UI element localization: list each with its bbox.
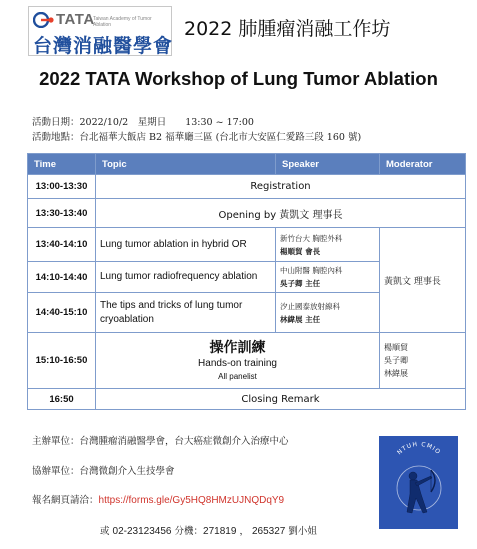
row-speaker <box>276 293 380 333</box>
table-row <box>28 199 466 228</box>
host-organizers: 主辦單位：台灣腫瘤消融醫學會，台大癌症微創介入治療中心 <box>32 436 289 447</box>
speaker-affiliation: 汐止國泰放射線科 <box>280 301 340 311</box>
moderator-main: 黃凱文 理事長 <box>380 228 466 333</box>
table-header-row <box>28 154 466 175</box>
logo-brand: TATA <box>56 11 95 28</box>
title-chinese: 2022 肺腫瘤消融工作坊 <box>184 18 391 40</box>
registration-link[interactable]: https://forms.gle/Gy5HQ8HMzUJNQDqY9 <box>98 495 285 506</box>
speaker-affiliation: 新竹台大 胸腔外科 <box>280 233 343 243</box>
agenda-table <box>27 153 466 410</box>
moderator-name: 林緯展 <box>384 369 408 378</box>
registration-line <box>32 492 284 506</box>
tata-mark-icon <box>33 12 55 28</box>
header-time: Time <box>28 154 96 175</box>
row-speaker <box>276 228 380 262</box>
header-topic: Topic <box>96 154 276 175</box>
row-time: 13:30-13:40 <box>28 199 96 228</box>
row-opening: Opening by 黃凱文 理事長 <box>96 199 466 228</box>
table-row <box>28 175 466 199</box>
speaker-name: 吳子卿 主任 <box>280 279 321 288</box>
event-date: 活動日期：2022/10/2 星期日 13:30 ~ 17:00 <box>32 117 254 128</box>
header-moderator: Moderator <box>380 154 466 175</box>
table-row <box>28 389 466 410</box>
row-time: 14:40-15:10 <box>28 293 96 333</box>
row-time: 15:10-16:50 <box>28 333 96 389</box>
phone-separator: ， <box>239 526 249 537</box>
row-speaker <box>276 262 380 293</box>
co-organizer: 協辦單位：台灣微創介入生技學會 <box>32 466 175 477</box>
phone-ext-1: 271819 <box>203 526 237 537</box>
row-hands-on <box>96 333 380 389</box>
cmio-emblem-icon <box>379 436 458 529</box>
row-topic: Lung tumor radiofrequency ablation <box>96 262 276 293</box>
row-time: 13:00-13:30 <box>28 175 96 199</box>
hands-on-title-en: Hands-on training <box>198 358 277 369</box>
logo-chinese-name: 台灣消融醫學會 <box>33 35 174 57</box>
header-speaker: Speaker <box>276 154 380 175</box>
row-registration: Registration <box>96 175 466 199</box>
tata-logo <box>28 6 172 56</box>
ntuh-cmio-emblem <box>379 436 458 529</box>
contact-phone-line <box>100 523 317 537</box>
table-row <box>28 228 466 262</box>
phone-prefix: 或 <box>100 526 110 537</box>
moderator-name: 吳子卿 <box>384 356 408 365</box>
moderator-name: 楊順貿 <box>384 343 408 352</box>
hands-on-title-cn: 操作訓練 <box>209 340 266 356</box>
event-location: 活動地點：台北福華大飯店 B2 福華廳三區 (台北市大安區仁愛路三段 160 號) <box>32 132 362 143</box>
moderator-handson <box>380 333 466 389</box>
hands-on-panelist: All panelist <box>218 372 257 381</box>
speaker-name: 林緯展 主任 <box>280 314 321 324</box>
phone-ext-2: 265327 <box>252 526 286 537</box>
table-row <box>28 333 466 389</box>
emblem-text: NTUH CMIO <box>396 440 442 457</box>
row-time: 13:40-14:10 <box>28 228 96 262</box>
phone-ext-label: 分機： <box>174 526 204 537</box>
phone-number: 02-23123456 <box>112 526 172 537</box>
row-closing: Closing Remark <box>96 389 466 410</box>
row-time: 16:50 <box>28 389 96 410</box>
phone-contact: 劉小姐 <box>288 526 317 537</box>
speaker-name: 楊順貿 會長 <box>280 246 321 256</box>
row-time: 14:10-14:40 <box>28 262 96 293</box>
speaker-affiliation: 中山附醫 胸腔內科 <box>280 266 343 275</box>
registration-label: 報名網頁請洽： <box>32 495 99 506</box>
row-topic: The tips and tricks of lung tumor cryoablation <box>96 293 276 333</box>
logo-subtitle: Taiwan Academy of Tumor Ablation <box>93 16 152 28</box>
title-english: 2022 TATA Workshop of Lung Tumor Ablation <box>39 68 438 89</box>
row-topic: Lung tumor ablation in hybrid OR <box>96 228 276 262</box>
